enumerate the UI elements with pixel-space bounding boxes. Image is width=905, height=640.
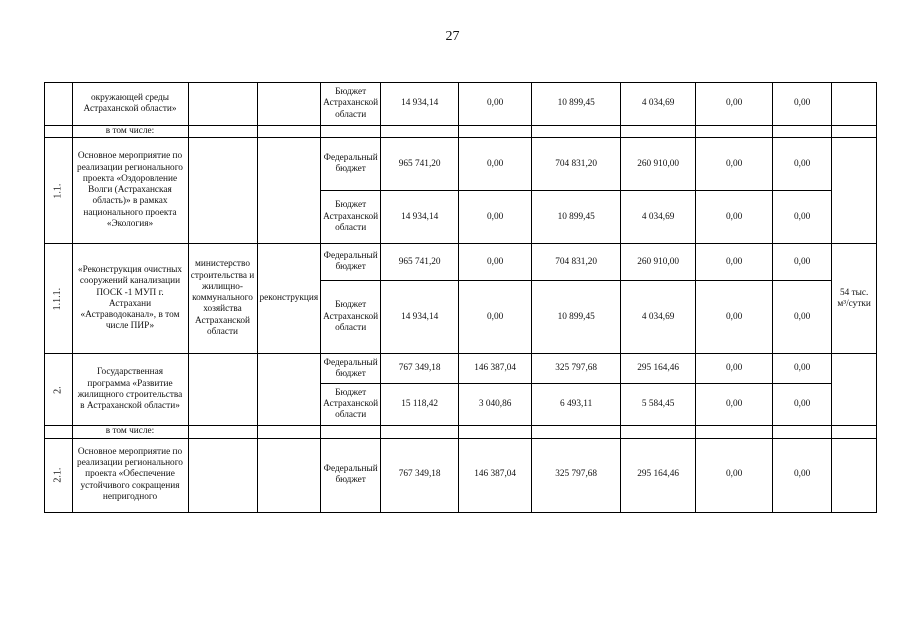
- value-cell: 260 910,00: [621, 138, 696, 191]
- budget-source-cell: Бюджет Астраханской области: [321, 384, 381, 426]
- value-cell: 0,00: [773, 384, 832, 426]
- row-number-cell: 2.: [45, 354, 73, 426]
- value-cell: 0,00: [696, 384, 773, 426]
- value-cell: 0,00: [773, 191, 832, 244]
- table-row: [45, 126, 877, 138]
- capacity-cell: [832, 83, 877, 126]
- value-cell: 0,00: [459, 138, 532, 191]
- executor-cell: [188, 438, 257, 512]
- subtotal-label: в том числе:: [72, 426, 188, 438]
- executor-cell: [188, 138, 257, 244]
- executor-cell: [188, 83, 257, 126]
- table-row: [45, 83, 877, 126]
- value-cell: 260 910,00: [621, 244, 696, 281]
- value-cell: 965 741,20: [381, 244, 459, 281]
- measure-name-cell: Основное мероприятие по реализации регионального проекта «Оздоровление Волги (Астраханская область)» в рамках национального проекта «Экология»: [72, 138, 188, 244]
- value-cell: 4 034,69: [621, 281, 696, 354]
- value-cell: 0,00: [773, 281, 832, 354]
- value-cell: 965 741,20: [381, 138, 459, 191]
- value-cell: 6 493,11: [532, 384, 621, 426]
- row-number-cell: 2.1.: [45, 438, 73, 512]
- value-cell: 0,00: [696, 281, 773, 354]
- capacity-cell: [832, 438, 877, 512]
- value-cell: 0,00: [696, 244, 773, 281]
- capacity-cell: 54 тыс. м³/сутки: [832, 244, 877, 354]
- value-cell: 14 934,14: [381, 83, 459, 126]
- budget-table: [44, 82, 877, 513]
- value-cell: 0,00: [459, 281, 532, 354]
- budget-source-cell: Бюджет Астраханской области: [321, 191, 381, 244]
- value-cell: 14 934,14: [381, 191, 459, 244]
- table-row: [45, 244, 877, 281]
- value-cell: 0,00: [696, 438, 773, 512]
- value-cell: 325 797,68: [532, 438, 621, 512]
- value-cell: 146 387,04: [459, 354, 532, 384]
- value-cell: 704 831,20: [532, 244, 621, 281]
- measure-name-cell: Основное мероприятие по реализации регионального проекта «Обеспечение устойчивого сокращения непригодного: [72, 438, 188, 512]
- value-cell: 4 034,69: [621, 191, 696, 244]
- value-cell: 0,00: [696, 191, 773, 244]
- value-cell: 295 164,46: [621, 354, 696, 384]
- type-cell: [257, 138, 321, 244]
- value-cell: 325 797,68: [532, 354, 621, 384]
- value-cell: 767 349,18: [381, 354, 459, 384]
- value-cell: 0,00: [773, 83, 832, 126]
- value-cell: 14 934,14: [381, 281, 459, 354]
- capacity-cell: [832, 354, 877, 426]
- type-cell: [257, 354, 321, 426]
- value-cell: 0,00: [459, 191, 532, 244]
- value-cell: 0,00: [773, 244, 832, 281]
- table-row: [45, 438, 877, 512]
- table-row: [45, 354, 877, 384]
- table-row: [45, 426, 877, 438]
- budget-source-cell: Бюджет Астраханской области: [321, 281, 381, 354]
- value-cell: 0,00: [696, 138, 773, 191]
- row-number-cell: 1.1.: [45, 138, 73, 244]
- table-row: [45, 138, 877, 191]
- value-cell: 0,00: [696, 354, 773, 384]
- executor-cell: министерство строительства и жилищно-коммунального хозяйства Астраханской области: [188, 244, 257, 354]
- value-cell: 0,00: [773, 354, 832, 384]
- measure-name-cell: «Реконструкция очистных сооружений канализации ПОСК -1 МУП г. Астрахани «Астраводоканал», в том числе ПИР»: [72, 244, 188, 354]
- value-cell: 704 831,20: [532, 138, 621, 191]
- value-cell: 767 349,18: [381, 438, 459, 512]
- value-cell: 0,00: [773, 438, 832, 512]
- value-cell: 146 387,04: [459, 438, 532, 512]
- executor-cell: [188, 354, 257, 426]
- budget-source-cell: Федеральный бюджет: [321, 244, 381, 281]
- page-number: 27: [445, 29, 460, 44]
- value-cell: 10 899,45: [532, 83, 621, 126]
- row-number-cell: [45, 126, 73, 138]
- value-cell: 15 118,42: [381, 384, 459, 426]
- capacity-cell: [832, 138, 877, 244]
- value-cell: 0,00: [696, 83, 773, 126]
- row-number-cell: 1.1.1.: [45, 244, 73, 354]
- measure-name-cell: окружающей среды Астраханской области»: [72, 83, 188, 126]
- value-cell: 4 034,69: [621, 83, 696, 126]
- type-cell: [257, 83, 321, 126]
- type-cell: реконструкция: [257, 244, 321, 354]
- value-cell: 10 899,45: [532, 281, 621, 354]
- budget-source-cell: Федеральный бюджет: [321, 138, 381, 191]
- value-cell: 0,00: [459, 83, 532, 126]
- value-cell: 0,00: [773, 138, 832, 191]
- value-cell: 10 899,45: [532, 191, 621, 244]
- value-cell: 295 164,46: [621, 438, 696, 512]
- subtotal-label: в том числе:: [72, 126, 188, 138]
- row-number-cell: [45, 83, 73, 126]
- type-cell: [257, 438, 321, 512]
- measure-name-cell: Государственная программа «Развитие жилищного строительства в Астраханской области»: [72, 354, 188, 426]
- budget-source-cell: Федеральный бюджет: [321, 354, 381, 384]
- budget-source-cell: Бюджет Астраханской области: [321, 83, 381, 126]
- value-cell: 0,00: [459, 244, 532, 281]
- row-number-cell: [45, 426, 73, 438]
- value-cell: 5 584,45: [621, 384, 696, 426]
- budget-source-cell: Федеральный бюджет: [321, 438, 381, 512]
- value-cell: 3 040,86: [459, 384, 532, 426]
